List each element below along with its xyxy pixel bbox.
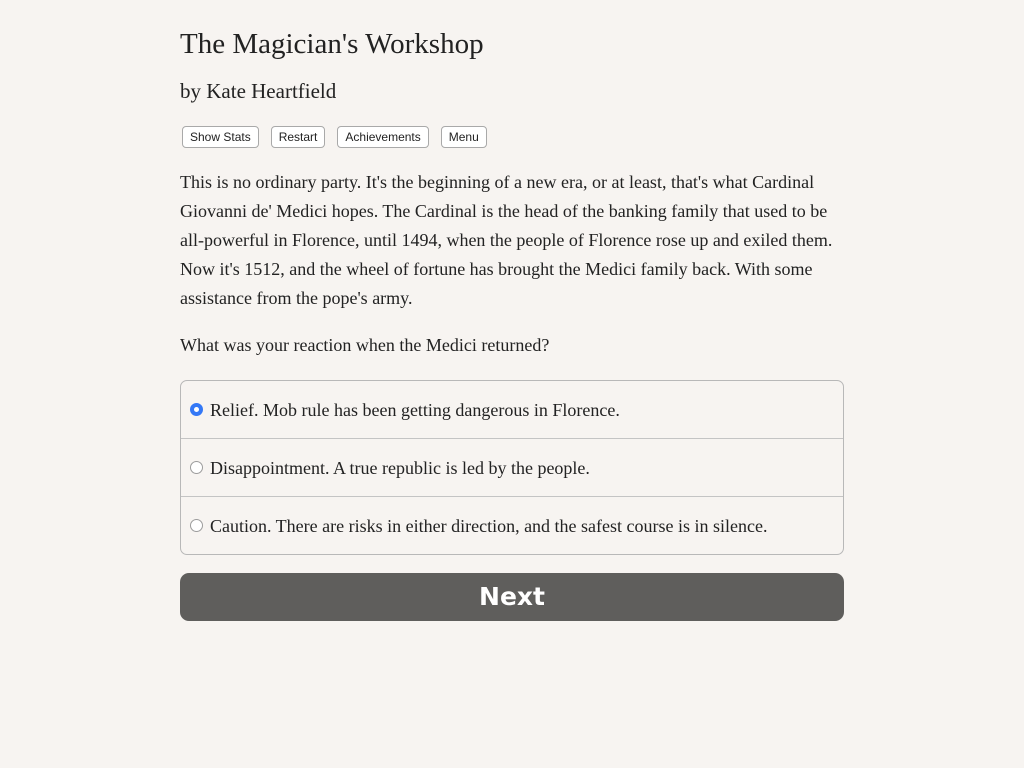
choice-question: What was your reaction when the Medici returned? bbox=[180, 335, 550, 355]
choice-option-disappointment[interactable] bbox=[181, 438, 843, 496]
choice-label: Caution. There are risks in either direction, and the safest course is in silence. bbox=[210, 515, 768, 536]
choice-option-caution[interactable] bbox=[181, 496, 843, 554]
choice-list bbox=[180, 380, 844, 555]
author-byline: by Kate Heartfield bbox=[180, 79, 337, 103]
radio-unselected-icon[interactable] bbox=[190, 461, 203, 474]
choice-option-relief[interactable] bbox=[181, 381, 843, 438]
restart-button[interactable]: Restart bbox=[271, 126, 326, 148]
choice-label: Relief. Mob rule has been getting dangerous in Florence. bbox=[210, 399, 620, 420]
story-passage: This is no ordinary party. It's the beginning of a new era, or at least, that's what Cardinal Giovanni de' Medici hopes. The Cardinal is the head of the banking family that used to be all-powerful in Florence, until 1494, when the people of Florence rose up and exiled them. Now it's 1512, and the wheel of fortune has brought the Medici family back. With some assistance from the pope's army. bbox=[180, 172, 833, 308]
menu-button[interactable]: Menu bbox=[441, 126, 487, 148]
achievements-button[interactable]: Achievements bbox=[337, 126, 428, 148]
page-title: The Magician's Workshop bbox=[180, 28, 484, 60]
radio-selected-icon[interactable] bbox=[190, 403, 203, 416]
toolbar bbox=[182, 126, 487, 148]
radio-unselected-icon[interactable] bbox=[190, 519, 203, 532]
show-stats-button[interactable]: Show Stats bbox=[182, 126, 259, 148]
choice-label: Disappointment. A true republic is led by the people. bbox=[210, 457, 590, 478]
next-button[interactable]: Next bbox=[180, 573, 844, 621]
